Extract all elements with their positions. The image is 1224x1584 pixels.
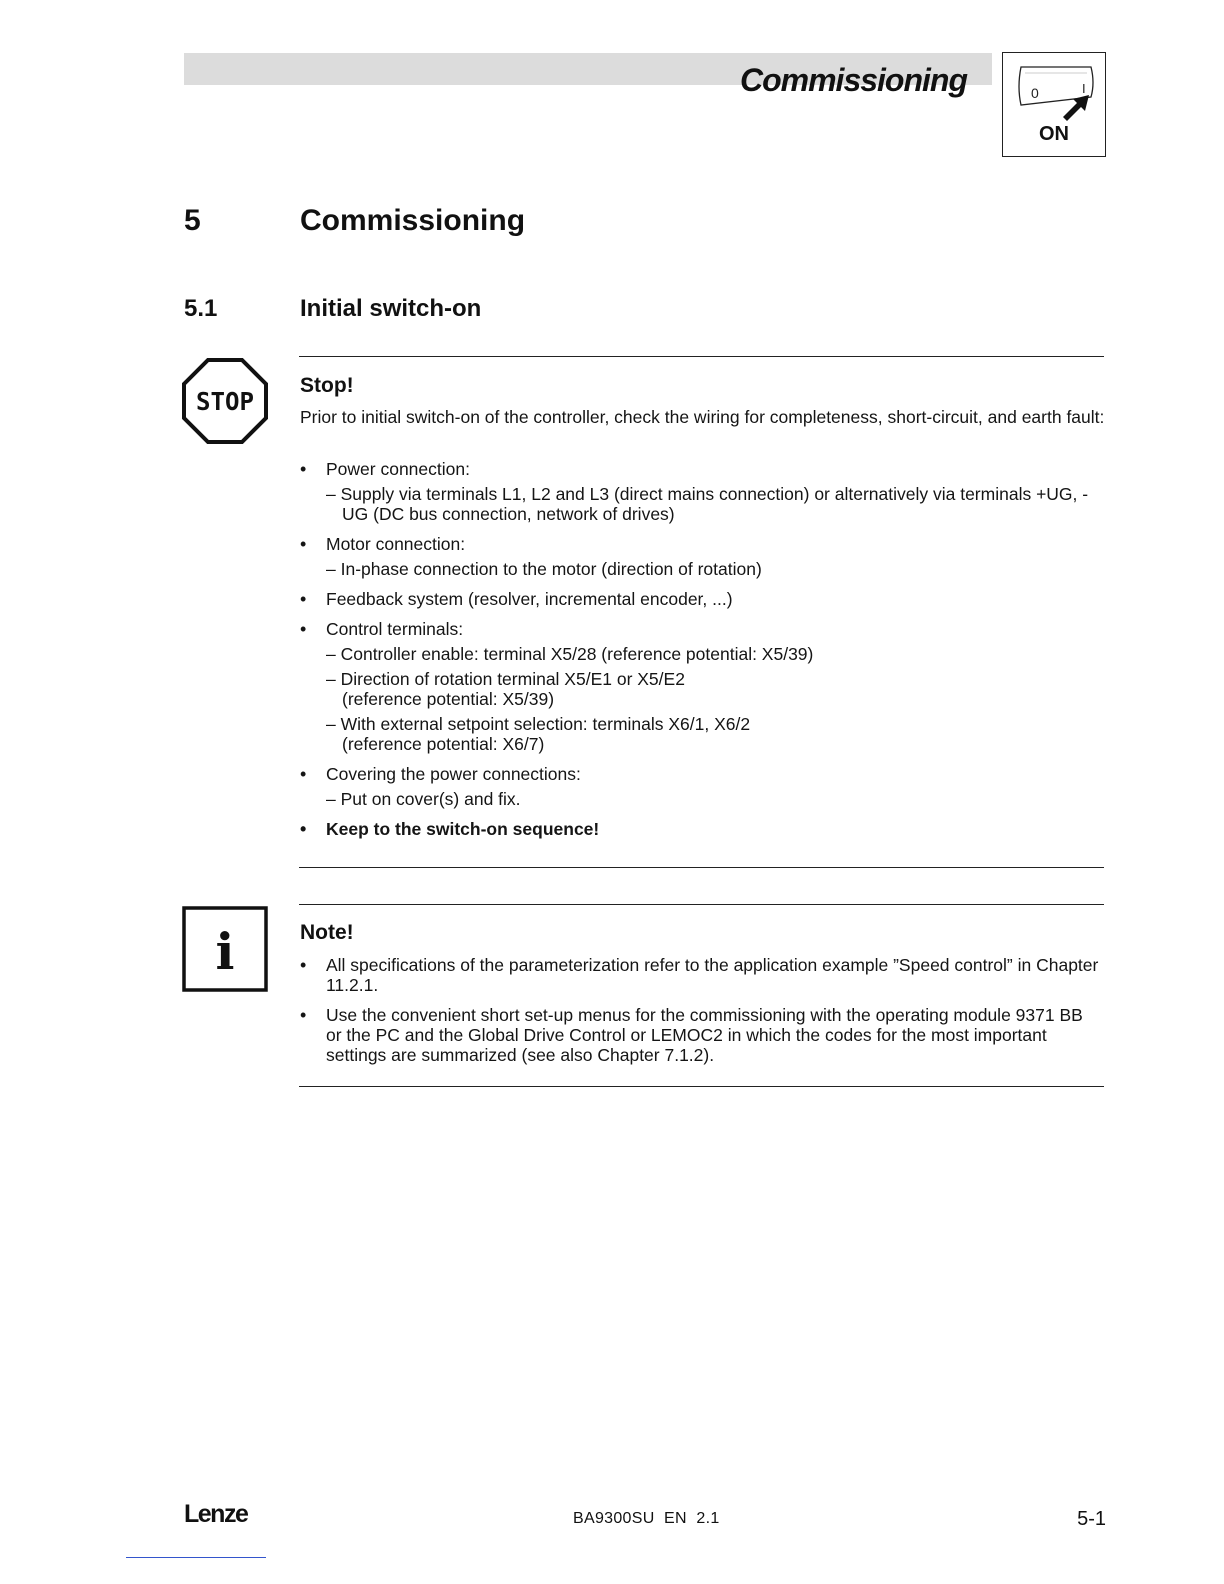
power-switch-icon [1003,53,1107,123]
list-item-label: • Power connection: [326,459,470,479]
note-item-text: • Use the convenient short set-up menus for the commissioning with the operating module 9371 BB or the PC and the Global Drive Control or LEMOC2 in which the codes for the most important settings are summarized (see also Chapter 7.1.2). [326,1005,1083,1065]
footer-page-number: 5-1 [1077,1508,1106,1530]
list-item [300,589,1100,609]
list-item-label: • Keep to the switch-on sequence! [326,819,600,839]
note-box-bottom-rule [299,1086,1104,1087]
list-subitem: – With external setpoint selection: terminals X6/1, X6/2 (reference potential: X6/7) [326,714,751,754]
list-item [300,955,1100,995]
footer-doc-id: BA9300SU EN 2.1 [573,1510,720,1527]
list-item [300,819,1100,839]
list-subitem: – Controller enable: terminal X5/28 (reference potential: X5/39) [326,644,814,664]
list-item [300,1005,1100,1065]
list-subitem: – Put on cover(s) and fix. [326,789,521,809]
switch-on-label: ON [1039,123,1069,145]
note-box-title: Note! [300,921,354,944]
list-item-label: • Feedback system (resolver, incremental encoder, ...) [326,589,733,609]
info-icon-glyph: i [215,922,235,981]
list-item [300,619,1100,754]
section-number: 5.1 [184,295,218,322]
list-item [300,534,1100,579]
list-item [300,459,1100,524]
note-list [300,955,1100,1075]
footer-link-underline [126,1557,266,1558]
list-item-label: • Covering the power connections: [326,764,581,784]
list-item-label: • Motor connection: [326,534,466,554]
switch-on-mark: I [1082,81,1086,96]
chapter-title: Commissioning [300,204,526,237]
list-subitem: – Supply via terminals L1, L2 and L3 (direct mains connection) or alternatively via terminals +UG, -UG (DC bus connection, network of drives) [326,484,1089,524]
note-box-top-rule [299,904,1104,905]
footer-logo: Lenze [184,1500,248,1528]
note-item-text: • All specifications of the parameterization refer to the application example ”Speed control” in Chapter 11.2.1. [326,955,1099,995]
list-item [300,764,1100,809]
stop-box-title: Stop! [300,374,354,397]
list-subitem: – Direction of rotation terminal X5/E1 or X5/E2 (reference potential: X5/39) [326,669,685,709]
stop-box-top-rule [299,356,1104,357]
stop-box-intro: Prior to initial switch-on of the controller, check the wiring for completeness, short-circuit, and earth fault: [300,407,1105,427]
list-item-label: • Control terminals: [326,619,464,639]
info-icon [182,906,268,992]
section-title: Initial switch-on [300,295,482,322]
stop-checklist [300,459,1100,849]
switch-on-icon-box [1002,52,1106,157]
chapter-number: 5 [184,204,201,237]
header-title: Commissioning [739,62,967,98]
stop-sign-icon [181,357,269,445]
switch-off-mark: 0 [1031,85,1039,101]
stop-sign-text: STOP [196,387,254,416]
stop-box-bottom-rule [299,867,1104,868]
list-subitem: – In-phase connection to the motor (direction of rotation) [326,559,762,579]
